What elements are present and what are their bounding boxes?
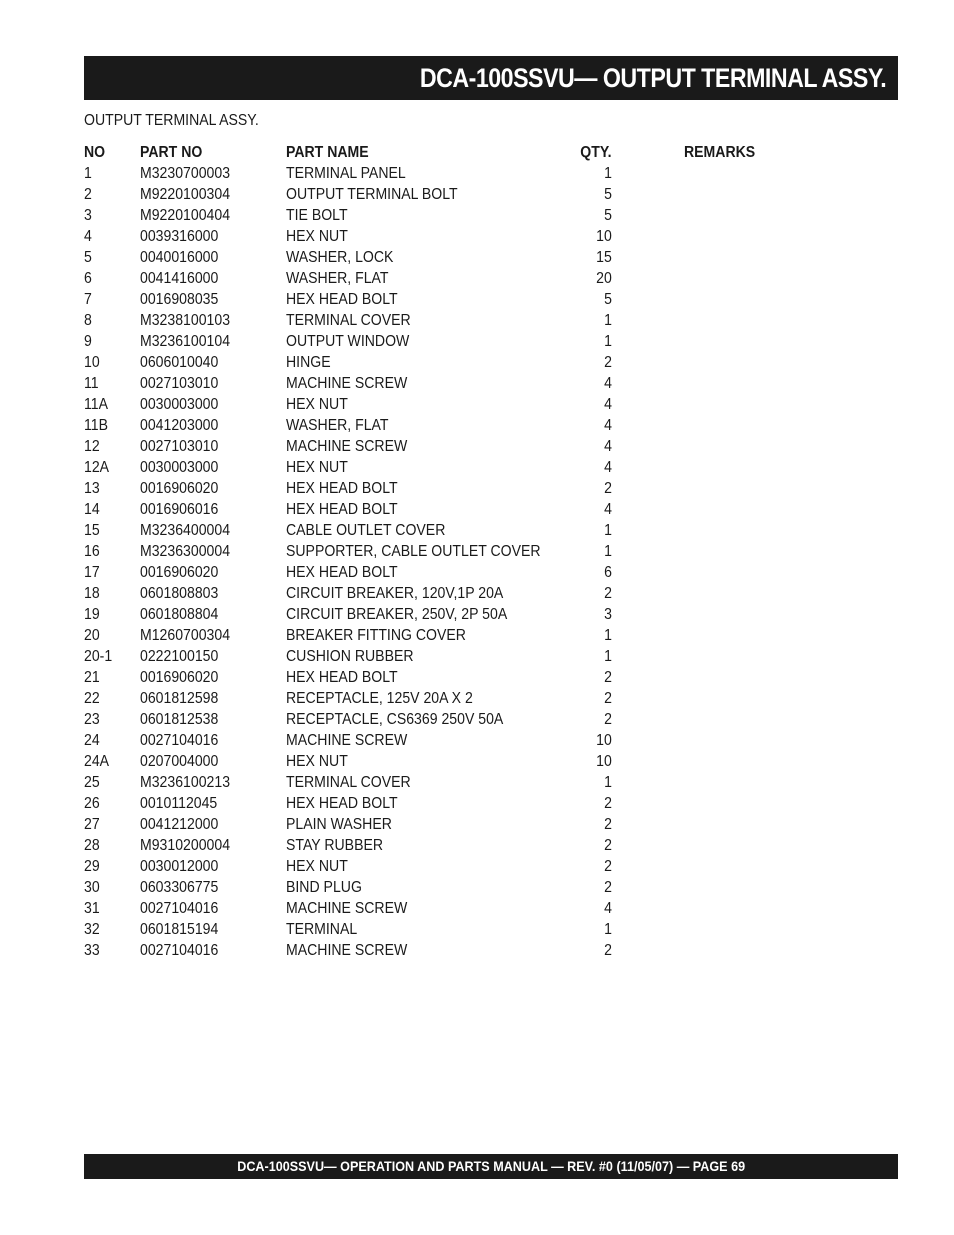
cell-part-name: HEX HEAD BOLT	[286, 480, 398, 497]
cell-part-no: 0030003000	[140, 396, 219, 413]
cell-part-name: CUSHION RUBBER	[286, 648, 414, 665]
cell-qty: 2	[604, 795, 612, 812]
cell-part-name: MACHINE SCREW	[286, 942, 408, 959]
cell-part-name: HEX HEAD BOLT	[286, 669, 398, 686]
cell-qty: 5	[604, 207, 612, 224]
cell-part-no: 0016906020	[140, 564, 219, 581]
cell-part-name: WASHER, FLAT	[286, 270, 389, 287]
cell-part-no: 0041203000	[140, 417, 219, 434]
cell-no: 2	[84, 186, 92, 203]
table-row	[84, 310, 898, 331]
cell-no: 20-1	[84, 648, 113, 665]
cell-no: 3	[84, 207, 92, 224]
table-row	[84, 772, 898, 793]
cell-part-no: M3236100104	[140, 333, 231, 350]
table-row	[84, 499, 898, 520]
cell-no: 19	[84, 606, 100, 623]
cell-qty: 2	[604, 858, 612, 875]
cell-qty: 20	[596, 270, 612, 287]
cell-part-name: RECEPTACLE, 125V 20A X 2	[286, 690, 473, 707]
cell-qty: 10	[596, 228, 612, 245]
cell-qty: 2	[604, 354, 612, 371]
cell-part-name: MACHINE SCREW	[286, 900, 408, 917]
cell-part-no: 0027104016	[140, 942, 219, 959]
table-row	[84, 940, 898, 961]
cell-part-no: M9310200004	[140, 837, 231, 854]
cell-part-no: 0601808804	[140, 606, 219, 623]
cell-part-name: TERMINAL COVER	[286, 774, 411, 791]
cell-part-no: 0601815194	[140, 921, 219, 938]
table-row	[84, 688, 898, 709]
cell-part-no: M3230700003	[140, 165, 231, 182]
cell-no: 14	[84, 501, 100, 518]
table-row	[84, 856, 898, 877]
table-row	[84, 898, 898, 919]
cell-part-no: 0041212000	[140, 816, 219, 833]
cell-part-no: 0222100150	[140, 648, 219, 665]
cell-no: 17	[84, 564, 100, 581]
table-row	[84, 478, 898, 499]
cell-no: 7	[84, 291, 92, 308]
cell-part-name: HEX HEAD BOLT	[286, 795, 398, 812]
cell-part-no: 0010112045	[140, 795, 218, 812]
table-row	[84, 184, 898, 205]
header-remarks: REMARKS	[684, 144, 756, 161]
section-subtitle-text: OUTPUT TERMINAL ASSY.	[84, 112, 259, 129]
cell-part-name: BREAKER FITTING COVER	[286, 627, 466, 644]
cell-part-no: 0207004000	[140, 753, 219, 770]
cell-no: 11	[84, 375, 99, 392]
table-row	[84, 352, 898, 373]
cell-part-name: HEX HEAD BOLT	[286, 564, 398, 581]
cell-qty: 6	[604, 564, 612, 581]
cell-no: 1	[84, 165, 92, 182]
cell-no: 22	[84, 690, 100, 707]
cell-qty: 3	[604, 606, 612, 623]
table-row	[84, 583, 898, 604]
table-row	[84, 394, 898, 415]
cell-no: 11B	[84, 417, 109, 434]
section-subtitle	[84, 111, 283, 131]
cell-part-no: 0601808803	[140, 585, 219, 602]
cell-part-name: HEX HEAD BOLT	[286, 501, 398, 518]
cell-qty: 2	[604, 879, 612, 896]
cell-part-no: M3238100103	[140, 312, 231, 329]
cell-part-name: TERMINAL	[286, 921, 358, 938]
cell-no: 28	[84, 837, 100, 854]
cell-part-name: MACHINE SCREW	[286, 732, 408, 749]
cell-no: 15	[84, 522, 100, 539]
cell-qty: 4	[604, 375, 612, 392]
table-row	[84, 520, 898, 541]
cell-no: 16	[84, 543, 100, 560]
cell-qty: 2	[604, 942, 612, 959]
page-title-bar	[84, 56, 898, 100]
cell-part-no: M9220100304	[140, 186, 231, 203]
header-qty: QTY.	[580, 144, 612, 161]
table-body	[84, 163, 898, 961]
cell-part-no: 0039316000	[140, 228, 219, 245]
cell-no: 11A	[84, 396, 109, 413]
cell-no: 12	[84, 438, 100, 455]
table-row	[84, 457, 898, 478]
table-row	[84, 436, 898, 457]
table-row	[84, 625, 898, 646]
cell-no: 31	[84, 900, 100, 917]
cell-part-name: WASHER, LOCK	[286, 249, 394, 266]
cell-no: 24	[84, 732, 100, 749]
cell-part-no: M1260700304	[140, 627, 231, 644]
cell-part-no: 0603306775	[140, 879, 219, 896]
cell-no: 8	[84, 312, 92, 329]
cell-qty: 1	[604, 522, 612, 539]
cell-part-name: HINGE	[286, 354, 331, 371]
cell-qty: 4	[604, 396, 612, 413]
cell-part-no: 0016906016	[140, 501, 219, 518]
cell-qty: 4	[604, 438, 612, 455]
cell-no: 13	[84, 480, 100, 497]
table-row	[84, 373, 898, 394]
cell-part-no: M3236100213	[140, 774, 231, 791]
cell-qty: 2	[604, 480, 612, 497]
cell-no: 25	[84, 774, 100, 791]
cell-part-name: RECEPTACLE, CS6369 250V 50A	[286, 711, 504, 728]
table-row	[84, 226, 898, 247]
cell-part-no: 0601812598	[140, 690, 219, 707]
table-row	[84, 604, 898, 625]
cell-qty: 10	[596, 732, 612, 749]
cell-part-no: 0040016000	[140, 249, 219, 266]
cell-qty: 2	[604, 669, 612, 686]
cell-no: 12A	[84, 459, 110, 476]
table-row	[84, 877, 898, 898]
table-row	[84, 667, 898, 688]
header-part-name: PART NAME	[286, 144, 369, 161]
table-row	[84, 730, 898, 751]
cell-part-no: M3236300004	[140, 543, 231, 560]
table-row	[84, 415, 898, 436]
cell-part-no: 0027104016	[140, 732, 219, 749]
cell-qty: 5	[604, 291, 612, 308]
cell-qty: 2	[604, 585, 612, 602]
page-footer	[84, 1154, 898, 1179]
cell-part-name: SUPPORTER, CABLE OUTLET COVER	[286, 543, 541, 560]
cell-part-name: HEX NUT	[286, 228, 348, 245]
cell-part-name: TERMINAL PANEL	[286, 165, 406, 182]
cell-part-no: 0016908035	[140, 291, 219, 308]
cell-qty: 1	[604, 333, 612, 350]
cell-no: 23	[84, 711, 100, 728]
table-header-row	[84, 142, 898, 163]
cell-part-no: 0041416000	[140, 270, 219, 287]
cell-part-name: TERMINAL COVER	[286, 312, 411, 329]
cell-qty: 1	[604, 648, 612, 665]
cell-part-no: 0030012000	[140, 858, 219, 875]
cell-no: 33	[84, 942, 100, 959]
cell-part-no: 0016906020	[140, 669, 219, 686]
cell-no: 10	[84, 354, 100, 371]
table-row	[84, 331, 898, 352]
cell-part-no: M3236400004	[140, 522, 231, 539]
table-row	[84, 289, 898, 310]
cell-qty: 1	[604, 312, 612, 329]
cell-qty: 4	[604, 459, 612, 476]
cell-qty: 4	[604, 417, 612, 434]
cell-qty: 1	[604, 543, 612, 560]
cell-part-name: HEX NUT	[286, 459, 348, 476]
parts-table	[84, 142, 898, 961]
cell-part-no: 0027104016	[140, 900, 219, 917]
cell-part-no: 0027103010	[140, 375, 219, 392]
cell-no: 9	[84, 333, 92, 350]
cell-qty: 15	[596, 249, 612, 266]
cell-no: 24A	[84, 753, 110, 770]
cell-qty: 1	[604, 921, 612, 938]
cell-qty: 2	[604, 816, 612, 833]
cell-no: 20	[84, 627, 100, 644]
cell-no: 6	[84, 270, 92, 287]
table-row	[84, 919, 898, 940]
cell-part-name: TIE BOLT	[286, 207, 348, 224]
cell-qty: 4	[604, 900, 612, 917]
table-row	[84, 709, 898, 730]
table-row	[84, 646, 898, 667]
table-row	[84, 541, 898, 562]
cell-part-name: HEX HEAD BOLT	[286, 291, 398, 308]
cell-part-name: BIND PLUG	[286, 879, 362, 896]
cell-part-name: CABLE OUTLET COVER	[286, 522, 446, 539]
header-no: NO	[84, 144, 106, 161]
table-row	[84, 247, 898, 268]
cell-part-name: OUTPUT TERMINAL BOLT	[286, 186, 458, 203]
table-row	[84, 751, 898, 772]
cell-no: 29	[84, 858, 100, 875]
cell-part-name: CIRCUIT BREAKER, 120V,1P 20A	[286, 585, 504, 602]
cell-qty: 1	[604, 627, 612, 644]
cell-part-name: STAY RUBBER	[286, 837, 384, 854]
cell-qty: 2	[604, 837, 612, 854]
cell-no: 30	[84, 879, 100, 896]
cell-part-name: MACHINE SCREW	[286, 438, 408, 455]
table-row	[84, 835, 898, 856]
cell-no: 21	[84, 669, 100, 686]
cell-part-name: WASHER, FLAT	[286, 417, 389, 434]
cell-qty: 2	[604, 690, 612, 707]
header-part-no: PART NO	[140, 144, 203, 161]
cell-part-no: M9220100404	[140, 207, 231, 224]
cell-part-no: 0016906020	[140, 480, 219, 497]
cell-part-name: PLAIN WASHER	[286, 816, 392, 833]
cell-part-name: HEX NUT	[286, 858, 348, 875]
cell-no: 4	[84, 228, 92, 245]
cell-no: 18	[84, 585, 100, 602]
cell-part-name: HEX NUT	[286, 753, 348, 770]
table-row	[84, 814, 898, 835]
cell-qty: 10	[596, 753, 612, 770]
cell-no: 32	[84, 921, 100, 938]
cell-part-name: MACHINE SCREW	[286, 375, 408, 392]
cell-no: 26	[84, 795, 100, 812]
cell-part-no: 0606010040	[140, 354, 219, 371]
cell-qty: 4	[604, 501, 612, 518]
cell-part-name: HEX NUT	[286, 396, 348, 413]
cell-qty: 5	[604, 186, 612, 203]
table-row	[84, 562, 898, 583]
footer-text: DCA-100SSVU— OPERATION AND PARTS MANUAL — REV. #0 (11/05/07) — PAGE 69	[237, 1158, 745, 1174]
cell-no: 27	[84, 816, 100, 833]
table-row	[84, 163, 898, 184]
cell-part-no: 0601812538	[140, 711, 219, 728]
cell-no: 5	[84, 249, 92, 266]
page-title: DCA-100SSVU— OUTPUT TERMINAL ASSY.	[419, 63, 886, 93]
cell-qty: 1	[604, 165, 612, 182]
table-row	[84, 268, 898, 289]
table-row	[84, 793, 898, 814]
cell-part-name: OUTPUT WINDOW	[286, 333, 410, 350]
cell-qty: 1	[604, 774, 612, 791]
table-row	[84, 205, 898, 226]
cell-qty: 2	[604, 711, 612, 728]
cell-part-name: CIRCUIT BREAKER, 250V, 2P 50A	[286, 606, 508, 623]
cell-part-no: 0030003000	[140, 459, 219, 476]
cell-part-no: 0027103010	[140, 438, 219, 455]
